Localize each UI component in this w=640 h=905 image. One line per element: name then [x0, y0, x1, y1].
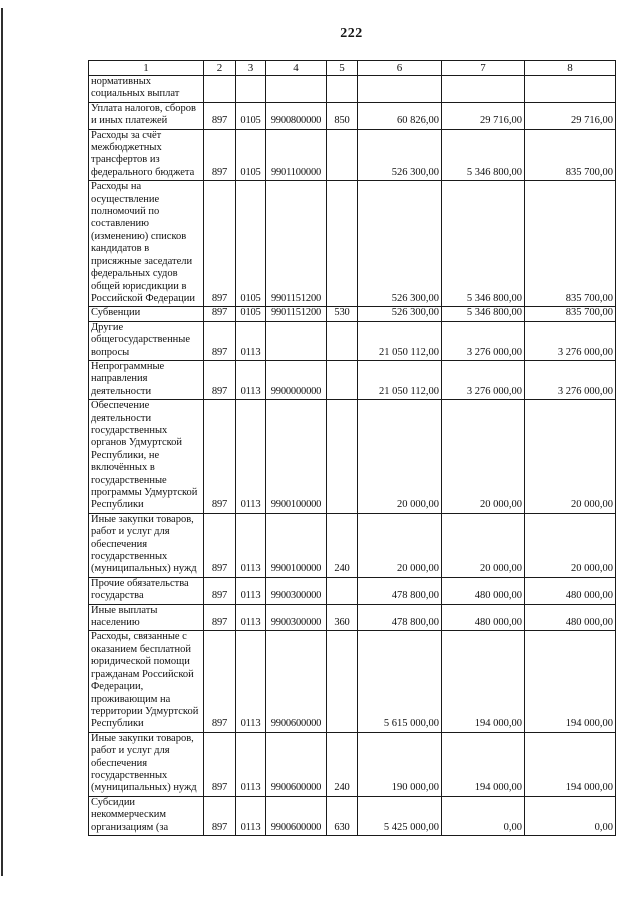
column-header: 6: [358, 61, 442, 76]
table-row: [89, 76, 616, 103]
row-label: Иные закупки товаров, работ и услуг для обеспечения государственных (муниципальных) нужд: [89, 732, 204, 796]
row-label: Субвенции: [89, 307, 204, 321]
cell-target-article-code: 9900600000: [266, 796, 327, 835]
row-label: Непрограммные направления деятельности: [89, 360, 204, 399]
cell-amount-year2: 480 000,00: [442, 577, 525, 604]
row-label: Обеспечение деятельности государственных органов Удмуртской Республики, не включённых в государственные программы Удмуртской Республики: [89, 400, 204, 514]
page-number: 222: [340, 26, 363, 41]
cell-section-code: 0105: [236, 307, 266, 321]
cell-section-code: 0105: [236, 129, 266, 181]
cell-amount-year2: 194 000,00: [442, 732, 525, 796]
cell-amount-year1: 478 800,00: [358, 604, 442, 631]
cell-amount-year3: 20 000,00: [525, 400, 616, 514]
table-row: [89, 631, 616, 732]
cell-amount-year3: 3 276 000,00: [525, 360, 616, 399]
cell-amount-year3: 29 716,00: [525, 102, 616, 129]
cell-amount-year3: 835 700,00: [525, 307, 616, 321]
cell-expense-type-code: [327, 400, 358, 514]
table-body: [89, 76, 616, 836]
cell-target-article-code: [266, 321, 327, 360]
cell-expense-type-code: 850: [327, 102, 358, 129]
cell-grbs-code: 897: [204, 631, 236, 732]
cell-amount-year2: 5 346 800,00: [442, 129, 525, 181]
cell-amount-year3: 20 000,00: [525, 513, 616, 577]
cell-amount-year2: 20 000,00: [442, 513, 525, 577]
cell-section-code: 0113: [236, 400, 266, 514]
cell-expense-type-code: [327, 129, 358, 181]
cell-target-article-code: 9900000000: [266, 360, 327, 399]
cell-expense-type-code: [327, 321, 358, 360]
cell-amount-year3: [525, 76, 616, 103]
table-row: [89, 400, 616, 514]
cell-expense-type-code: [327, 181, 358, 307]
cell-grbs-code: 897: [204, 181, 236, 307]
cell-section-code: [236, 76, 266, 103]
cell-target-article-code: [266, 76, 327, 103]
cell-amount-year2: 3 276 000,00: [442, 321, 525, 360]
cell-target-article-code: 9900300000: [266, 577, 327, 604]
cell-expense-type-code: [327, 76, 358, 103]
cell-section-code: 0113: [236, 796, 266, 835]
row-label: Расходы за счёт межбюджетных трансфертов из федерального бюджета: [89, 129, 204, 181]
cell-amount-year3: 0,00: [525, 796, 616, 835]
table-row: [89, 796, 616, 835]
cell-amount-year3: 3 276 000,00: [525, 321, 616, 360]
cell-section-code: 0113: [236, 604, 266, 631]
cell-grbs-code: 897: [204, 604, 236, 631]
cell-section-code: 0113: [236, 631, 266, 732]
row-label: нормативных социальных выплат: [89, 76, 204, 103]
cell-section-code: 0113: [236, 360, 266, 399]
cell-target-article-code: 9901151200: [266, 181, 327, 307]
cell-amount-year1: 60 826,00: [358, 102, 442, 129]
cell-amount-year1: 526 300,00: [358, 129, 442, 181]
cell-expense-type-code: 240: [327, 732, 358, 796]
cell-section-code: 0113: [236, 321, 266, 360]
cell-amount-year3: 194 000,00: [525, 732, 616, 796]
cell-section-code: 0105: [236, 181, 266, 307]
cell-expense-type-code: 360: [327, 604, 358, 631]
cell-amount-year3: 480 000,00: [525, 604, 616, 631]
cell-amount-year1: 5 615 000,00: [358, 631, 442, 732]
cell-amount-year2: 5 346 800,00: [442, 181, 525, 307]
cell-amount-year2: [442, 76, 525, 103]
table-row: [89, 102, 616, 129]
cell-target-article-code: 9900800000: [266, 102, 327, 129]
table-header-row: [89, 61, 616, 76]
cell-grbs-code: 897: [204, 321, 236, 360]
cell-target-article-code: 9901151200: [266, 307, 327, 321]
column-header: 2: [204, 61, 236, 76]
cell-target-article-code: 9900100000: [266, 513, 327, 577]
table-row: [89, 129, 616, 181]
scan-edge-artifact: [1, 8, 3, 876]
table-row: [89, 577, 616, 604]
cell-grbs-code: 897: [204, 102, 236, 129]
cell-grbs-code: 897: [204, 360, 236, 399]
column-header: 7: [442, 61, 525, 76]
cell-grbs-code: [204, 76, 236, 103]
budget-table: [88, 60, 616, 836]
table-row: [89, 732, 616, 796]
cell-grbs-code: 897: [204, 307, 236, 321]
row-label: Прочие обязательства государства: [89, 577, 204, 604]
cell-amount-year2: 0,00: [442, 796, 525, 835]
cell-amount-year1: 5 425 000,00: [358, 796, 442, 835]
cell-amount-year1: 21 050 112,00: [358, 360, 442, 399]
row-label: Уплата налогов, сборов и иных платежей: [89, 102, 204, 129]
cell-amount-year1: 526 300,00: [358, 181, 442, 307]
cell-amount-year2: 29 716,00: [442, 102, 525, 129]
table-row: [89, 513, 616, 577]
cell-amount-year1: 190 000,00: [358, 732, 442, 796]
table-row: [89, 307, 616, 321]
cell-grbs-code: 897: [204, 796, 236, 835]
cell-target-article-code: 9901100000: [266, 129, 327, 181]
column-header: 8: [525, 61, 616, 76]
cell-expense-type-code: [327, 360, 358, 399]
cell-grbs-code: 897: [204, 513, 236, 577]
cell-grbs-code: 897: [204, 129, 236, 181]
cell-expense-type-code: [327, 631, 358, 732]
cell-amount-year1: 21 050 112,00: [358, 321, 442, 360]
cell-expense-type-code: [327, 577, 358, 604]
cell-section-code: 0113: [236, 577, 266, 604]
cell-amount-year2: 194 000,00: [442, 631, 525, 732]
cell-target-article-code: 9900300000: [266, 604, 327, 631]
row-label: Иные закупки товаров, работ и услуг для обеспечения государственных (муниципальных) нужд: [89, 513, 204, 577]
cell-expense-type-code: 630: [327, 796, 358, 835]
cell-section-code: 0113: [236, 732, 266, 796]
row-label: Другие общегосударственные вопросы: [89, 321, 204, 360]
cell-amount-year1: 526 300,00: [358, 307, 442, 321]
cell-amount-year1: 20 000,00: [358, 513, 442, 577]
cell-target-article-code: 9900600000: [266, 631, 327, 732]
cell-section-code: 0105: [236, 102, 266, 129]
cell-expense-type-code: 530: [327, 307, 358, 321]
table-row: [89, 321, 616, 360]
table-row: [89, 604, 616, 631]
column-header: 1: [89, 61, 204, 76]
cell-target-article-code: 9900100000: [266, 400, 327, 514]
cell-amount-year3: 835 700,00: [525, 129, 616, 181]
column-header: 3: [236, 61, 266, 76]
cell-amount-year1: 20 000,00: [358, 400, 442, 514]
row-label: Иные выплаты населению: [89, 604, 204, 631]
cell-amount-year3: 194 000,00: [525, 631, 616, 732]
cell-grbs-code: 897: [204, 400, 236, 514]
row-label: Расходы на осуществление полномочий по составлению (изменению) списков кандидатов в присяжные заседатели федеральных судов общей юрисдикции в Российской Федерации: [89, 181, 204, 307]
cell-amount-year2: 20 000,00: [442, 400, 525, 514]
table-row: [89, 181, 616, 307]
cell-amount-year2: 480 000,00: [442, 604, 525, 631]
cell-target-article-code: 9900600000: [266, 732, 327, 796]
cell-amount-year3: 835 700,00: [525, 181, 616, 307]
cell-amount-year1: [358, 76, 442, 103]
column-header: 4: [266, 61, 327, 76]
cell-amount-year1: 478 800,00: [358, 577, 442, 604]
cell-section-code: 0113: [236, 513, 266, 577]
table-row: [89, 360, 616, 399]
cell-grbs-code: 897: [204, 577, 236, 604]
cell-grbs-code: 897: [204, 732, 236, 796]
cell-amount-year2: 3 276 000,00: [442, 360, 525, 399]
row-label: Расходы, связанные с оказанием бесплатной юридической помощи гражданам Российской Федерации, проживающим на территории Удмуртской Республики: [89, 631, 204, 732]
row-label: Субсидии некоммерческим организациям (за: [89, 796, 204, 835]
cell-amount-year2: 5 346 800,00: [442, 307, 525, 321]
cell-expense-type-code: 240: [327, 513, 358, 577]
column-header: 5: [327, 61, 358, 76]
cell-amount-year3: 480 000,00: [525, 577, 616, 604]
